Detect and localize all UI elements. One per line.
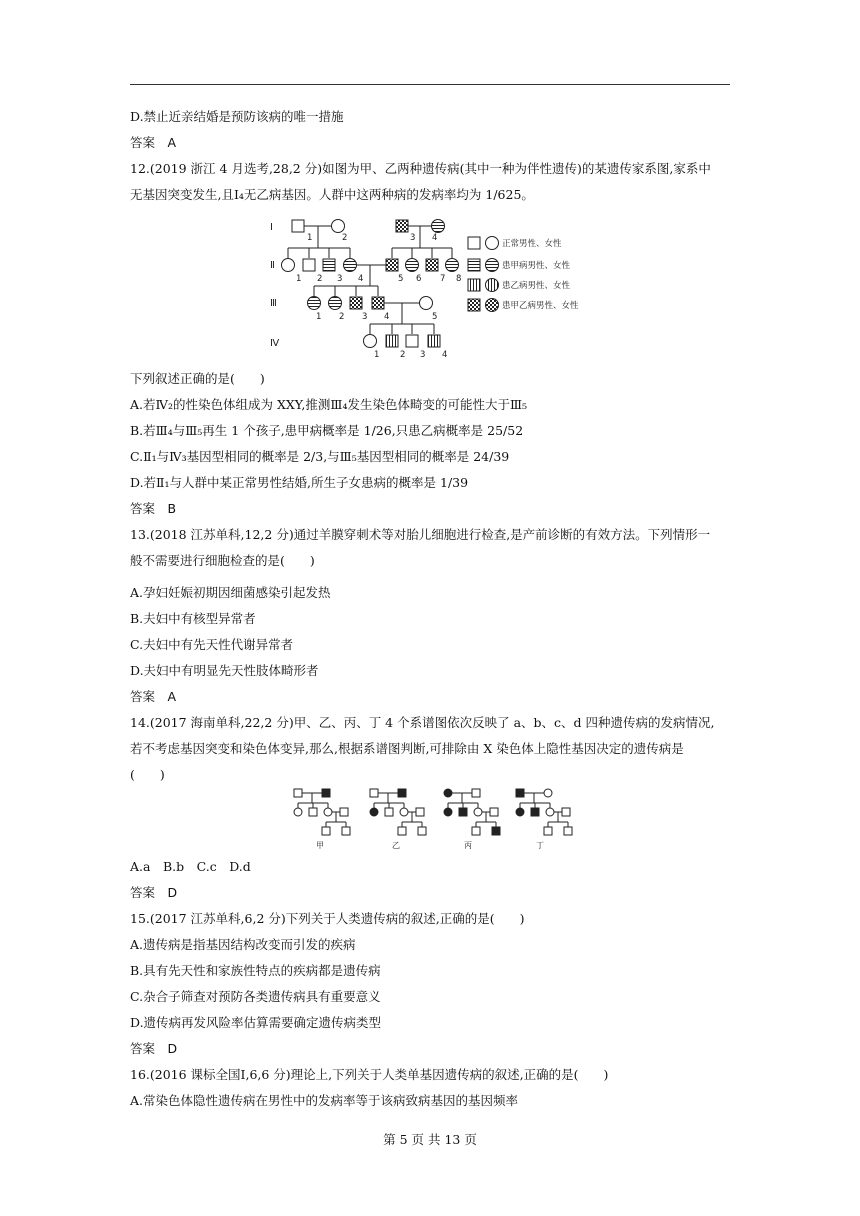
gen3-num-4: 4 bbox=[384, 312, 390, 322]
q13-option-d: D.夫妇中有明显先天性肢体畸形者 bbox=[130, 663, 319, 678]
gen3-num-2: 2 bbox=[339, 312, 345, 322]
q13-option-c: C.夫妇中有先天性代谢异常者 bbox=[130, 637, 294, 652]
gen1-num-2: 2 bbox=[342, 233, 348, 243]
gen-label-3: Ⅲ bbox=[270, 298, 277, 309]
answer-q12: 答案 B bbox=[130, 501, 177, 516]
answer-q15: 答案 D bbox=[130, 1041, 178, 1056]
header-rule bbox=[130, 84, 730, 85]
gen2-num-6: 6 bbox=[416, 274, 422, 284]
legend-disease-b: 患乙病男性、女性 bbox=[502, 281, 571, 291]
gen2-num-2: 2 bbox=[317, 274, 323, 284]
gen2-num-7: 7 bbox=[440, 274, 446, 284]
pedigree-jia bbox=[294, 789, 350, 835]
option-d-q11: D.禁止近亲结婚是预防该病的唯一措施 bbox=[130, 109, 344, 124]
pedigree-yi bbox=[370, 789, 426, 835]
legend-disease-a: 患甲病男性、女性 bbox=[502, 261, 571, 271]
legend-disease-ab: 患甲乙病男性、女性 bbox=[502, 301, 579, 311]
label-yi: 乙 bbox=[392, 841, 400, 850]
question-15-stem: 15.(2017 江苏单科,6,2 分)下列关于人类遗传病的叙述,正确的是( ) bbox=[130, 911, 525, 926]
answer-q11: 答案 A bbox=[130, 135, 177, 150]
q15-option-d: D.遗传病再发风险率估算需要确定遗传病类型 bbox=[130, 1015, 382, 1030]
q13-option-b: B.夫妇中有核型异常者 bbox=[130, 611, 256, 626]
label-jia: 甲 bbox=[316, 841, 324, 850]
gen2-num-1: 1 bbox=[296, 274, 302, 284]
page-footer: 第 5 页 共 13 页 bbox=[383, 1132, 477, 1147]
gen4-num-1: 1 bbox=[374, 350, 380, 360]
question-14-stem: 14.(2017 海南单科,22,2 分)甲、乙、丙、丁 4 个系谱图依次反映了 a、b、c、d 四种遗传病的发病情况, bbox=[130, 715, 715, 730]
q12-option-d: D.若Ⅱ₁与人群中某正常男性结婚,所生子女患病的概率是 1/39 bbox=[130, 475, 469, 490]
question-13-stem-cont: 般不需要进行细胞检查的是( ) bbox=[130, 553, 315, 568]
legend-normal: 正常男性、女性 bbox=[502, 239, 562, 249]
label-ding: 丁 bbox=[536, 841, 544, 850]
gen-label-4: Ⅳ bbox=[270, 338, 280, 349]
pedigree-ding bbox=[516, 789, 572, 835]
gen4-num-4: 4 bbox=[442, 350, 448, 360]
q12-option-a: A.若Ⅳ₂的性染色体组成为 XXY,推测Ⅲ₄发生染色体畸变的可能性大于Ⅲ₅ bbox=[130, 397, 528, 412]
q15-option-a: A.遗传病是指基因结构改变而引发的疾病 bbox=[130, 937, 356, 952]
q14-options: A.a B.b C.c D.d bbox=[130, 859, 251, 874]
gen2-num-3: 3 bbox=[337, 274, 343, 284]
answer-q14: 答案 D bbox=[130, 885, 178, 900]
question-12-stem: 12.(2019 浙江 4 月选考,28,2 分)如图为甲、乙两种遗传病(其中一种为伴性遗传)的某遗传家系图,家系中 bbox=[130, 161, 711, 176]
gen2-num-8: 8 bbox=[456, 274, 462, 284]
label-bing: 丙 bbox=[464, 841, 472, 850]
gen2-num-4: 4 bbox=[358, 274, 364, 284]
question-12-prompt: 下列叙述正确的是( ) bbox=[130, 371, 265, 386]
pedigree-q14 bbox=[288, 786, 580, 852]
gen1-num-3: 3 bbox=[410, 233, 416, 243]
gen2-num-5: 5 bbox=[398, 274, 404, 284]
question-12-stem-cont: 无基因突变发生,且Ⅰ₄无乙病基因。人群中这两种病的发病率均为 1/625。 bbox=[130, 187, 534, 202]
gen1-num-4: 4 bbox=[432, 233, 438, 243]
pedigree-bing bbox=[444, 789, 500, 835]
gen3-num-3: 3 bbox=[362, 312, 368, 322]
q15-option-c: C.杂合子筛查对预防各类遗传病具有重要意义 bbox=[130, 989, 381, 1004]
q15-option-b: B.具有先天性和家族性特点的疾病都是遗传病 bbox=[130, 963, 381, 978]
gen3-num-5: 5 bbox=[432, 312, 438, 322]
q13-option-a: A.孕妇妊娠初期因细菌感染引起发热 bbox=[130, 585, 331, 600]
gen3-num-1: 1 bbox=[316, 312, 322, 322]
gen-label-2: Ⅱ bbox=[270, 260, 275, 271]
gen4-num-3: 3 bbox=[420, 350, 426, 360]
q16-option-a: A.常染色体隐性遗传病在男性中的发病率等于该病致病基因的基因频率 bbox=[130, 1093, 519, 1108]
q12-option-c: C.Ⅱ₁与Ⅳ₃基因型相同的概率是 2/3,与Ⅲ₅基因型相同的概率是 24/39 bbox=[130, 449, 510, 464]
question-14-stem-cont: 若不考虑基因突变和染色体变异,那么,根据系谱图判断,可排除由 X 染色体上隐性基因决定的遗传病是 bbox=[130, 741, 684, 756]
gen4-num-2: 2 bbox=[400, 350, 406, 360]
question-14-bracket: ( ) bbox=[130, 767, 165, 782]
gen-label-1: Ⅰ bbox=[270, 222, 273, 233]
pedigree-q12 bbox=[262, 212, 602, 360]
gen1-num-1: 1 bbox=[307, 233, 313, 243]
question-13-stem: 13.(2018 江苏单科,12,2 分)通过羊膜穿刺术等对胎儿细胞进行检查,是产前诊断的有效方法。下列情形一 bbox=[130, 527, 711, 542]
answer-q13: 答案 A bbox=[130, 689, 177, 704]
q12-option-b: B.若Ⅲ₄与Ⅲ₅再生 1 个孩子,患甲病概率是 1/26,只患乙病概率是 25/52 bbox=[130, 423, 524, 438]
question-16-stem: 16.(2016 课标全国Ⅰ,6,6 分)理论上,下列关于人类单基因遗传病的叙述,正确的是( ) bbox=[130, 1067, 609, 1082]
